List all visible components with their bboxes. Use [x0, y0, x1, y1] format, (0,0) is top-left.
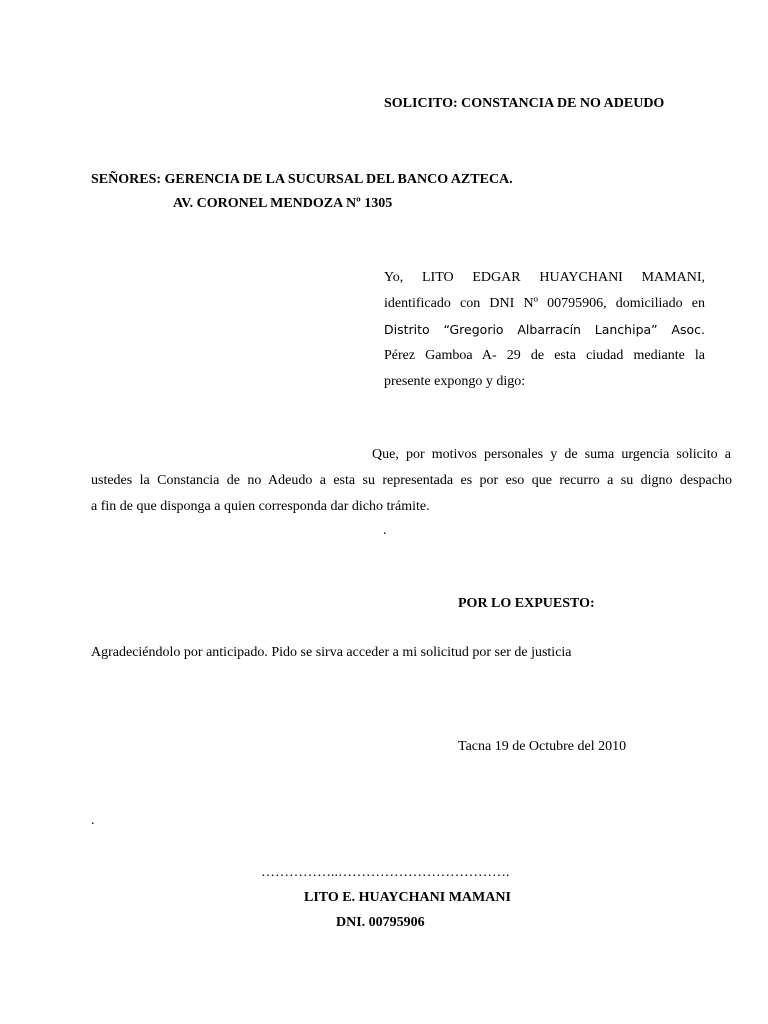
body-line: ustedes la Constancia de no Adeudo a esta su representada es por eso que recurro a su digno despacho: [91, 473, 732, 488]
intro-line: identificado con DNI Nº 00795906, domiciliado en: [384, 296, 705, 311]
separator-dot: .: [91, 813, 95, 828]
intro-line: Distrito “Gregorio Albarracín Lanchipa” Asoc.: [384, 322, 705, 337]
body-line-1: [372, 447, 731, 463]
recipient-line-1: SEÑORES: GERENCIA DE LA SUCURSAL DEL BANCO AZTECA.: [91, 172, 513, 187]
signature-line: ……………..……………………………….: [261, 865, 510, 880]
por-lo-expuesto-heading: POR LO EXPUESTO:: [458, 596, 595, 611]
closing-line: Agradeciéndolo por anticipado. Pido se sirva acceder a mi solicitud por ser de justicia: [91, 645, 572, 660]
signature-name: LITO E. HUAYCHANI MAMANI: [304, 890, 511, 905]
recipient-address: AV. CORONEL MENDOZA Nº 1305: [173, 196, 393, 211]
intro-paragraph: [384, 270, 705, 374]
signature-dni: DNI. 00795906: [336, 915, 425, 930]
body-line-3: a fin de que disponga a quien corresponda dar dicho trámite.: [91, 499, 430, 514]
subject-line: SOLICITO: CONSTANCIA DE NO ADEUDO: [384, 96, 665, 111]
body-line: Que, por motivos personales y de suma urgencia solicito a: [372, 447, 731, 462]
intro-line: Pérez Gamboa A- 29 de esta ciudad mediante la: [384, 348, 705, 363]
date-line: Tacna 19 de Octubre del 2010: [458, 739, 627, 754]
body-line-2: [91, 473, 732, 489]
intro-line-last: presente expongo y digo:: [384, 374, 526, 389]
intro-line: Yo, LITO EDGAR HUAYCHANI MAMANI,: [384, 270, 705, 285]
separator-dot: .: [383, 523, 387, 538]
